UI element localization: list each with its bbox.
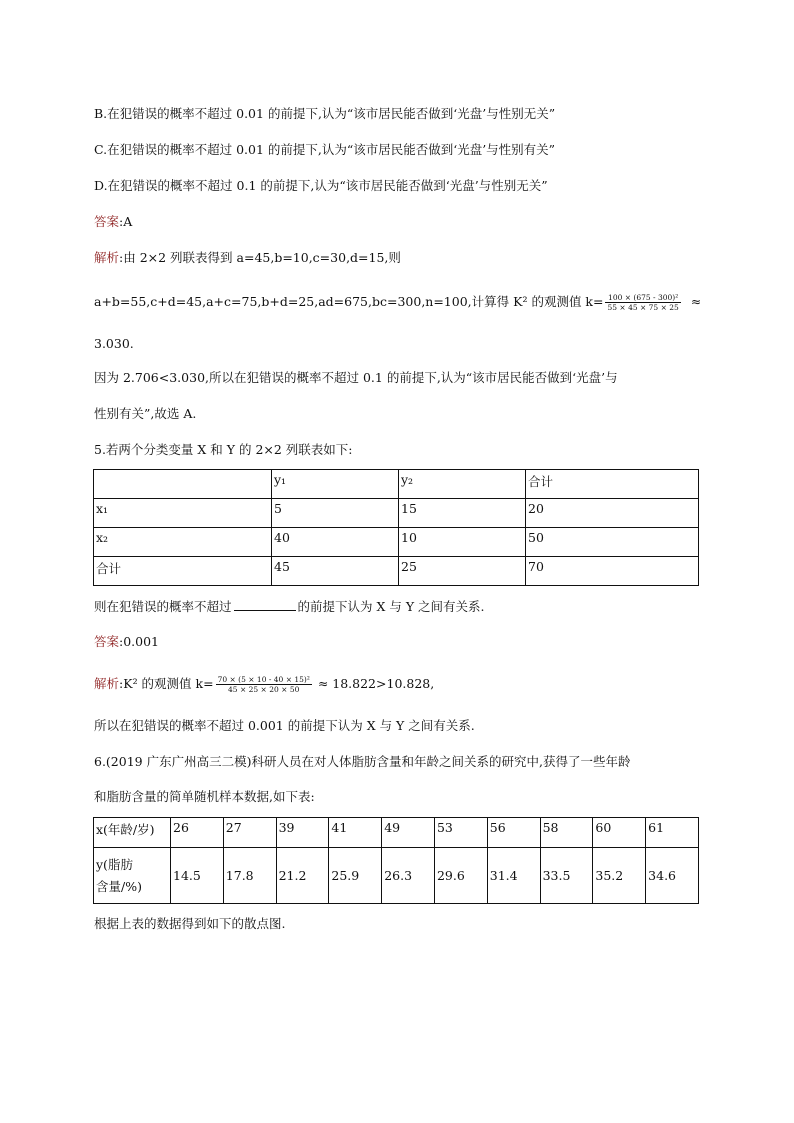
analysis-text: :由 2×2 列联表得到 a=45,b=10,c=30,d=15,则: [119, 250, 401, 265]
table-row: [94, 557, 699, 586]
approx-sign: ≈: [690, 294, 702, 309]
table-cell: 56: [487, 818, 540, 848]
analysis-label: 解析: [94, 250, 120, 265]
option-b: B.在犯错误的概率不超过 0.01 的前提下,认为“该市居民能否做到‘光盘’与性别无关”: [94, 106, 556, 121]
table-row-ages: [94, 818, 699, 848]
table-cell: 26: [171, 818, 224, 848]
table-cell: 41: [329, 818, 382, 848]
table-cell: 10: [399, 528, 526, 557]
fraction-numerator: 70 × (5 × 10 - 40 × 15)²: [217, 675, 310, 684]
option-c: C.在犯错误的概率不超过 0.01 的前提下,认为“该市居民能否做到‘光盘’与性别有关”: [94, 142, 556, 157]
answer-value: :A: [119, 214, 133, 229]
q6-prompt-line1: 6.(2019 广东广州高三二模)科研人员在对人体脂肪含量和年龄之间关系的研究中,获得了一些年龄: [94, 754, 631, 769]
table-cell: x₁: [94, 499, 272, 528]
table-cell: 25.9: [329, 848, 382, 904]
q5-answer: [94, 634, 159, 650]
table-cell: 53: [434, 818, 487, 848]
q4-conclusion-line2: 性别有关”,故选 A.: [94, 406, 197, 421]
table-cell: y₁: [272, 470, 399, 499]
table-cell: 26.3: [382, 848, 435, 904]
table-header-row: [94, 470, 699, 499]
table-cell: 29.6: [434, 848, 487, 904]
q5-contingency-table: [93, 469, 699, 586]
table-cell: 70: [526, 557, 699, 586]
table-row-fat: [94, 848, 699, 904]
table-cell: 5: [272, 499, 399, 528]
fraction-numerator: 100 × (675 - 300)²: [605, 293, 680, 303]
table-cell: y₂: [399, 470, 526, 499]
table-cell: 35.2: [593, 848, 646, 904]
table-row-label: x(年龄/岁): [94, 818, 171, 848]
q6-prompt-line2: 和脂肪含量的简单随机样本数据,如下表:: [94, 789, 315, 804]
q4-conclusion-line1: 因为 2.706<3.030,所以在犯错误的概率不超过 0.1 的前提下,认为“该市居民能否做到‘光盘’与: [94, 370, 618, 385]
table-cell: 40: [272, 528, 399, 557]
q4-result: 3.030.: [94, 336, 134, 351]
row-label-part: 含量/%): [96, 878, 142, 894]
table-cell: [94, 470, 272, 499]
table-row: [94, 528, 699, 557]
q5-question: [94, 598, 485, 615]
q5-analysis: [94, 674, 434, 694]
table-cell: 33.5: [540, 848, 593, 904]
answer-label: 答案: [94, 214, 120, 229]
q6-note: 根据上表的数据得到如下的散点图.: [94, 916, 286, 931]
table-cell: 34.6: [646, 848, 699, 904]
table-cell: 17.8: [223, 848, 276, 904]
analysis-equation: a+b=55,c+d=45,a+c=75,b+d=25,ad=675,bc=300,n=100,计算得 K² 的观测值 k=: [94, 294, 604, 309]
fraction-denominator: 55 × 45 × 75 × 25: [607, 303, 679, 312]
option-d: D.在犯错误的概率不超过 0.1 的前提下,认为“该市居民能否做到‘光盘’与性别无关”: [94, 178, 548, 193]
chi-square-fraction: [216, 675, 312, 694]
q5-conclusion: 所以在犯错误的概率不超过 0.001 的前提下认为 X 与 Y 之间有关系.: [94, 718, 475, 733]
analysis-result: ≈ 18.822>10.828,: [317, 676, 435, 691]
fraction-denominator: 45 × 25 × 20 × 50: [228, 685, 300, 694]
table-cell: 合计: [526, 470, 699, 499]
analysis-label: 解析: [94, 676, 120, 691]
table-cell: 58: [540, 818, 593, 848]
q4-analysis-line1: [94, 250, 401, 266]
answer-label: 答案: [94, 634, 120, 649]
answer-blank: [234, 598, 296, 611]
q5-prompt: 5.若两个分类变量 X 和 Y 的 2×2 列联表如下:: [94, 442, 353, 457]
question-before: 则在犯错误的概率不超过: [94, 599, 232, 614]
table-cell: 合计: [94, 557, 272, 586]
table-cell: 27: [223, 818, 276, 848]
chi-square-fraction: [605, 293, 680, 312]
q4-answer: [94, 214, 132, 230]
table-cell: 25: [399, 557, 526, 586]
q4-analysis-line2: [94, 292, 701, 312]
row-label-part: y(脂肪: [96, 856, 133, 872]
table-cell: 15: [399, 499, 526, 528]
table-cell: 20: [526, 499, 699, 528]
table-cell: 21.2: [276, 848, 329, 904]
table-cell: 60: [593, 818, 646, 848]
table-cell: 61: [646, 818, 699, 848]
table-cell: 39: [276, 818, 329, 848]
analysis-text: :K² 的观测值 k=: [119, 676, 214, 691]
table-cell: 49: [382, 818, 435, 848]
question-after: 的前提下认为 X 与 Y 之间有关系.: [297, 599, 485, 614]
table-row-label: [94, 848, 171, 904]
table-cell: 50: [526, 528, 699, 557]
answer-value: :0.001: [119, 634, 160, 649]
table-cell: 31.4: [487, 848, 540, 904]
table-cell: 14.5: [171, 848, 224, 904]
table-cell: x₂: [94, 528, 272, 557]
table-cell: 45: [272, 557, 399, 586]
q6-data-table: [93, 817, 699, 904]
table-row: [94, 499, 699, 528]
